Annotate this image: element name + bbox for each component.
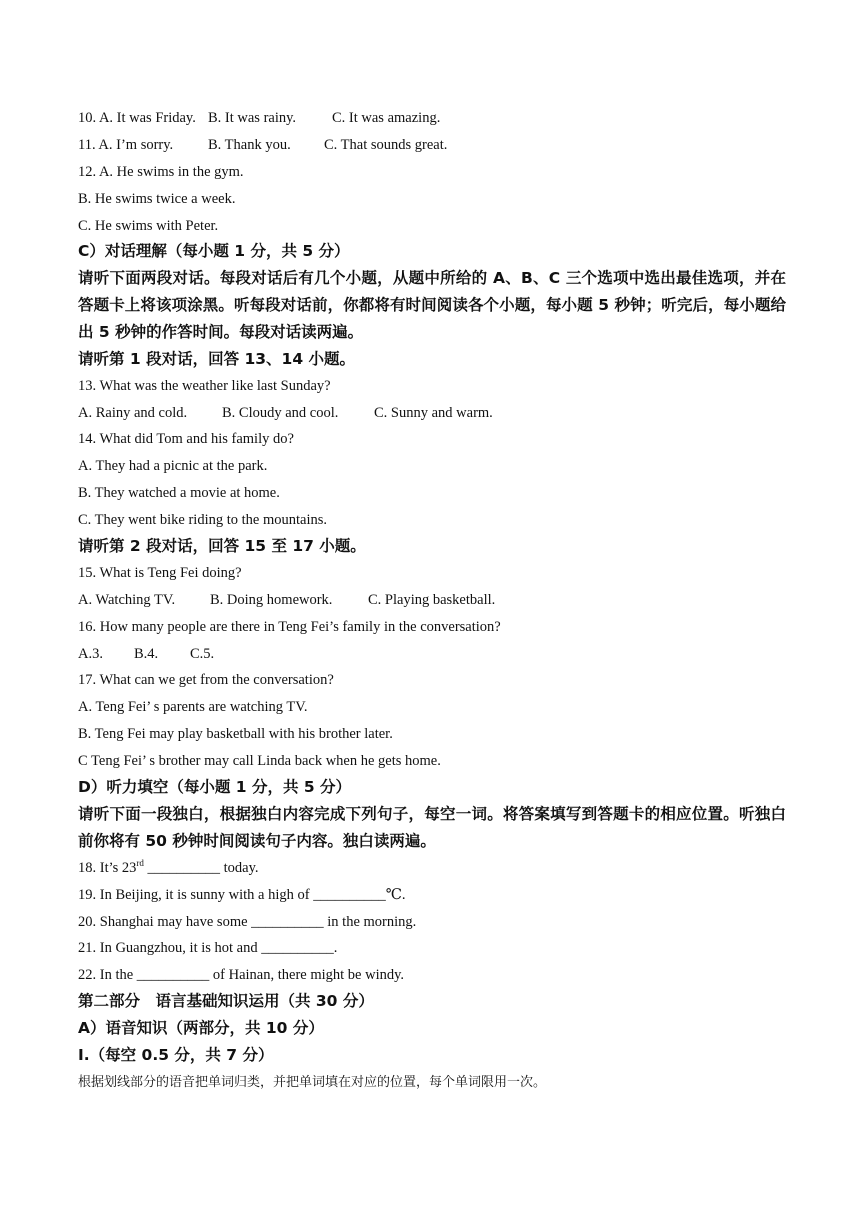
option-c: C.5. <box>190 646 215 662</box>
dialogue-1-prompt: 请听第 1 段对话，回答 13、14 小题。 <box>78 350 356 368</box>
question-11 <box>78 135 447 155</box>
option-c: C. Playing basketball. <box>368 592 496 608</box>
question-16-stem: 16. How many people are there in Teng Fei’s family in the conversation? <box>78 619 501 635</box>
question-21: 21. In Guangzhou, it is hot and __________. <box>78 940 338 956</box>
section-c-instructions: 请听下面两段对话。每段对话后有几个小题，从题中所给的 A、B、C 三个选项中选出最佳选项，并在答题卡上将该项涂黑。听每段对话前，你都将有时间阅读各个小题，每小题 5 秒钟；听完后，每小题给出 5 秒钟的作答时间。每段对话读两遍。 <box>78 269 786 341</box>
option-b: B. Doing homework. <box>210 592 333 608</box>
question-15-stem: 15. What is Teng Fei doing? <box>78 565 242 581</box>
option-c: C. It was amazing. <box>332 110 441 126</box>
section-a-heading: A）语音知识（两部分，共 10 分） <box>78 1019 324 1037</box>
option-a: 11. A. I’m sorry. <box>78 137 174 153</box>
question-15-options <box>78 590 495 610</box>
option-a: A. Watching TV. <box>78 592 176 608</box>
option-b: B. It was rainy. <box>208 110 297 126</box>
option-a: 10. A. It was Friday. <box>78 110 196 126</box>
question-14-option-a: A. They had a picnic at the park. <box>78 458 268 474</box>
question-12-option-b: B. He swims twice a week. <box>78 191 236 207</box>
option-b: B.4. <box>134 646 159 662</box>
question-22: 22. In the __________ of Hainan, there might be windy. <box>78 967 405 983</box>
option-b: B. Cloudy and cool. <box>222 405 339 421</box>
question-18-text: 18. It’s 23 <box>78 860 137 876</box>
question-12-option-a: 12. A. He swims in the gym. <box>78 164 244 180</box>
section-d-instructions: 请听下面一段独白，根据独白内容完成下列句子，每空一词。将答案填写到答题卡的相应位置。听独白前你将有 50 秒钟时间阅读句子内容。独白读两遍。 <box>78 805 786 850</box>
part-2-heading: 第二部分 语言基础知识运用（共 30 分） <box>78 992 374 1010</box>
question-10 <box>78 108 440 128</box>
option-a: A. Rainy and cold. <box>78 405 188 421</box>
option-c: C. Sunny and warm. <box>374 405 493 421</box>
subsection-1-instruction: 根据划线部分的语音把单词归类，并把单词填在对应的位置，每个单词限用一次。 <box>78 1075 547 1090</box>
question-17-stem: 17. What can we get from the conversation? <box>78 672 334 688</box>
section-c-heading: C）对话理解（每小题 1 分，共 5 分） <box>78 242 350 260</box>
option-c: C. That sounds great. <box>324 137 448 153</box>
question-16-options <box>78 644 214 664</box>
question-18-blank: __________ today. <box>143 860 259 876</box>
question-18 <box>78 858 259 878</box>
question-17-option-a: A. Teng Fei’ s parents are watching TV. <box>78 699 308 715</box>
question-13-options <box>78 403 493 423</box>
question-14-option-b: B. They watched a movie at home. <box>78 485 280 501</box>
question-14-stem: 14. What did Tom and his family do? <box>78 431 294 447</box>
question-13-stem: 13. What was the weather like last Sunday? <box>78 378 331 394</box>
dialogue-2-prompt: 请听第 2 段对话，回答 15 至 17 小题。 <box>78 537 366 555</box>
question-14-option-c: C. They went bike riding to the mountains. <box>78 512 328 528</box>
ordinal-suffix: rd <box>136 858 144 869</box>
question-17-option-b: B. Teng Fei may play basketball with his brother later. <box>78 726 393 742</box>
question-20: 20. Shanghai may have some __________ in the morning. <box>78 914 417 930</box>
option-b: B. Thank you. <box>208 137 291 153</box>
question-17-option-c: C Teng Fei’ s brother may call Linda back when he gets home. <box>78 753 441 769</box>
question-12-option-c: C. He swims with Peter. <box>78 218 219 234</box>
subsection-1-heading: Ⅰ.（每空 0.5 分，共 7 分） <box>78 1046 274 1064</box>
option-a: A.3. <box>78 646 103 662</box>
question-19: 19. In Beijing, it is sunny with a high of __________℃. <box>78 887 406 903</box>
section-d-heading: D）听力填空（每小题 1 分，共 5 分） <box>78 778 352 796</box>
